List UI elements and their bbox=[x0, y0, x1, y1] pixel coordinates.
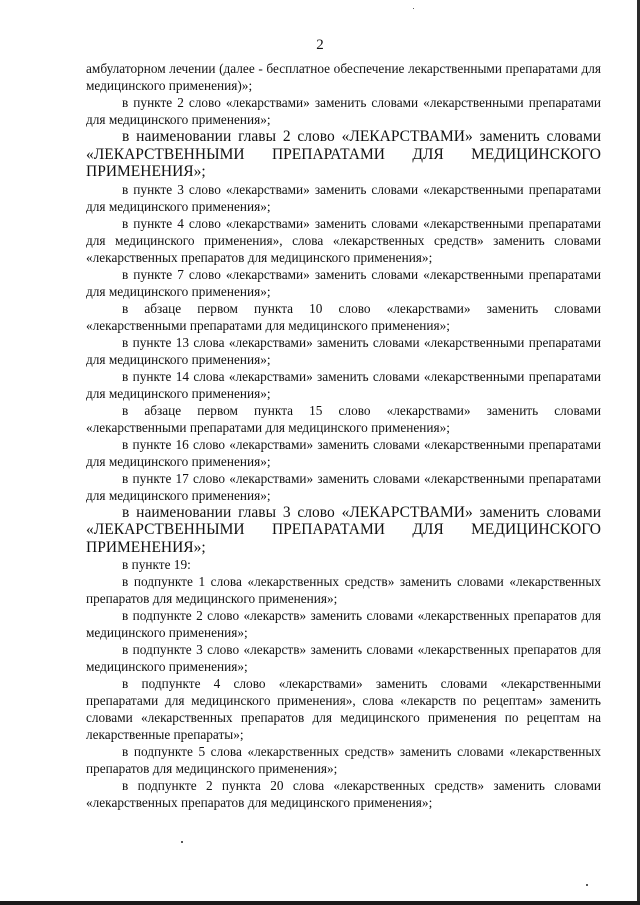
paragraph: в подпункте 2 пункта 20 слова «лекарственных средств» заменить словами «лекарственных препаратов для медицинского применения»; bbox=[86, 778, 601, 810]
paragraph-chapter-title-amendment: в наименовании главы 3 слово «ЛЕКАРСТВАМИ» заменить словами «ЛЕКАРСТВЕННЫМИ ПРЕПАРАТАМИ ДЛЯ МЕДИЦИНСКОГО ПРИМЕНЕНИЯ»; bbox=[86, 503, 601, 556]
paragraph: в пункте 19: bbox=[122, 557, 191, 572]
scan-speck bbox=[413, 8, 414, 9]
paragraph: в подпункте 1 слова «лекарственных средств» заменить словами «лекарственных препаратов для медицинского применения»; bbox=[86, 574, 601, 606]
paragraph-chapter-title-amendment: в наименовании главы 2 слово «ЛЕКАРСТВАМИ» заменить словами «ЛЕКАРСТВЕННЫМИ ПРЕПАРАТАМИ ДЛЯ МЕДИЦИНСКОГО ПРИМЕНЕНИЯ»; bbox=[86, 128, 601, 180]
paragraph: в подпункте 3 слово «лекарств» заменить словами «лекарственных препаратов для медицинского применения»; bbox=[86, 642, 601, 674]
paragraph: в пункте 14 слова «лекарствами» заменить словами «лекарственными препаратами для медицинского применения»; bbox=[86, 368, 601, 401]
paragraph: в подпункте 2 слово «лекарств» заменить словами «лекарственных препаратов для медицинского применения»; bbox=[86, 608, 601, 640]
scan-edge-bottom bbox=[0, 901, 640, 905]
paragraph: в абзаце первом пункта 10 слово «лекарствами» заменить словами «лекарственными препаратами для медицинского применения»; bbox=[86, 300, 601, 333]
paragraph: амбулаторном лечении (далее - бесплатное обеспечение лекарственными препаратами для медицинского применения)»; bbox=[86, 61, 601, 93]
paragraph: в пункте 2 слово «лекарствами» заменить словами «лекарственными препаратами для медицинского применения»; bbox=[86, 95, 601, 127]
paragraph: в подпункте 5 слова «лекарственных средств» заменить словами «лекарственных препаратов для медицинского применения»; bbox=[86, 744, 601, 776]
paragraph: в пункте 13 слова «лекарствами» заменить словами «лекарственными препаратами для медицинского применения»; bbox=[86, 334, 601, 367]
paragraph: в пункте 16 слово «лекарствами» заменить словами «лекарственными препаратами для медицинского применения»; bbox=[86, 436, 601, 469]
document-body bbox=[86, 60, 601, 811]
paragraph: в абзаце первом пункта 15 слово «лекарствами» заменить словами «лекарственными препаратами для медицинского применения»; bbox=[86, 402, 601, 435]
paragraph: в подпункте 4 слово «лекарствами» заменить словами «лекарственными препаратами для медицинского применения», слова «лекарств по рецептам» заменить словами «лекарственных препаратов для медицинского применения по рецептам на лекарственные препараты»; bbox=[86, 676, 601, 742]
paragraph: в пункте 3 слово «лекарствами» заменить словами «лекарственными препаратами для медицинского применения»; bbox=[86, 181, 601, 214]
paragraph: в пункте 7 слово «лекарствами» заменить словами «лекарственными препаратами для медицинского применения»; bbox=[86, 266, 601, 299]
paragraph: в пункте 4 слово «лекарствами» заменить словами «лекарственными препаратами для медицинского применения», слова «лекарственных средств» заменить словами «лекарственных препаратов для медицинского применения»; bbox=[86, 215, 601, 265]
scan-speck bbox=[181, 841, 183, 843]
scan-speck bbox=[586, 884, 588, 886]
paragraph: в пункте 17 слово «лекарствами» заменить словами «лекарственными препаратами для медицинского применения»; bbox=[86, 470, 601, 503]
page-number: 2 bbox=[316, 37, 324, 53]
